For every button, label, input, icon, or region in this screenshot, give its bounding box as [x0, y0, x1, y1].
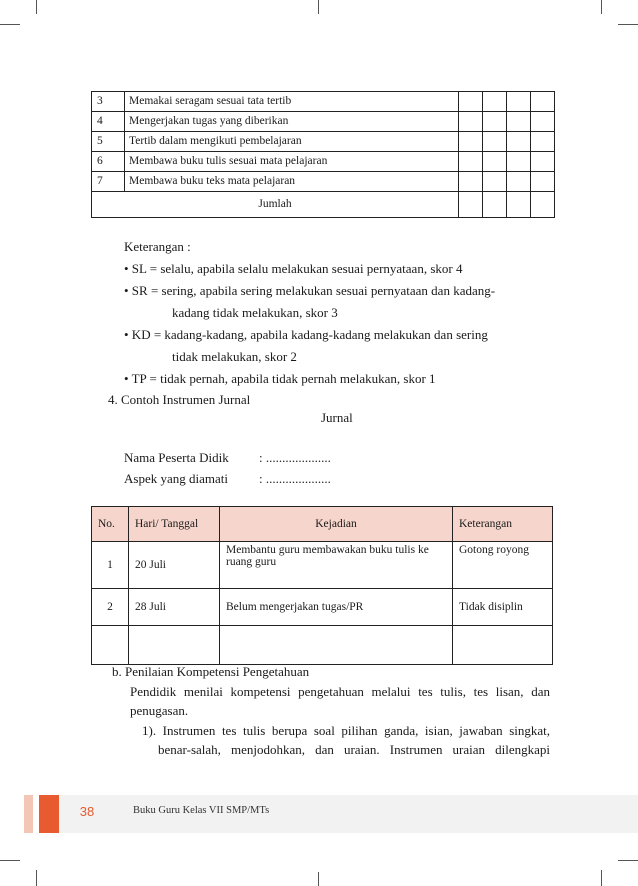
footer-accent-light: [24, 795, 33, 833]
crop-mark: [36, 870, 37, 886]
score-cell: [531, 92, 555, 112]
cell-date: 20 Juli: [129, 542, 220, 589]
score-cell: [483, 92, 507, 112]
item-line: benar-salah, menjodohkan, dan uraian. Instrumen uraian dilengkapi: [158, 742, 550, 757]
row-number: 4: [92, 112, 125, 132]
footer-accent: [39, 795, 59, 833]
score-cell: [459, 192, 483, 218]
score-cell: [507, 92, 531, 112]
name-label: Nama Peserta Didik: [124, 450, 229, 465]
journal-table: [91, 506, 553, 665]
crop-mark: [618, 24, 638, 25]
table-row: [92, 542, 553, 589]
cell-event: Belum mengerjakan tugas/PR: [220, 589, 453, 626]
score-cell: [459, 132, 483, 152]
score-cell: [507, 112, 531, 132]
table-row: [92, 132, 555, 152]
score-cell: [483, 192, 507, 218]
behavior-table-body: [92, 92, 555, 192]
empty-cell: [129, 626, 220, 665]
header-event: Kejadian: [220, 507, 453, 542]
crop-mark: [0, 24, 20, 25]
row-number: 3: [92, 92, 125, 112]
score-cell: [483, 132, 507, 152]
legend-sr-cont: kadang tidak melakukan, skor 3: [172, 305, 338, 320]
score-cell: [507, 192, 531, 218]
header-note: Keterangan: [453, 507, 553, 542]
header-no: No.: [92, 507, 129, 542]
table-row: [92, 92, 555, 112]
footer-book-title: Buku Guru Kelas VII SMP/MTs: [133, 805, 270, 816]
item-line: 1). Instrumen tes tulis berupa soal pilihan ganda, isian, jawaban singkat,: [142, 723, 550, 738]
score-cell: [507, 132, 531, 152]
crop-mark: [601, 870, 602, 886]
cell-date: 28 Juli: [129, 589, 220, 626]
row-statement: Membawa buku teks mata pelajaran: [125, 172, 459, 192]
table-row: [92, 112, 555, 132]
cell-no: 1: [92, 542, 129, 589]
legend-block: [124, 236, 495, 390]
score-cell: [459, 112, 483, 132]
score-cell: [459, 152, 483, 172]
journal-title: Jurnal: [321, 410, 353, 425]
paragraph-line: penugasan.: [130, 703, 189, 718]
score-cell: [531, 132, 555, 152]
legend-sl: • SL = selalu, apabila selalu melakukan sesuai pernyataan, skor 4: [124, 261, 463, 276]
instrument-item: [142, 721, 550, 759]
empty-cell: [220, 626, 453, 665]
section-b-heading: b. Penilaian Kompetensi Pengetahuan: [112, 664, 310, 679]
registration-mark: [318, 0, 319, 14]
row-statement: Memakai seragam sesuai tata tertib: [125, 92, 459, 112]
score-cell: [459, 172, 483, 192]
section-b-paragraph: [130, 682, 550, 720]
crop-mark: [36, 0, 37, 14]
name-value: : ....................: [259, 450, 331, 465]
page-number: 38: [79, 804, 95, 819]
row-number: 6: [92, 152, 125, 172]
row-statement: Mengerjakan tugas yang diberikan: [125, 112, 459, 132]
cell-note: Gotong royong: [453, 542, 553, 589]
legend-sr: • SR = sering, apabila sering melakukan sesuai pernyataan dan kadang-: [124, 283, 496, 298]
legend-kd: • KD = kadang-kadang, apabila kadang-kadang melakukan dan sering: [124, 327, 488, 342]
score-cell: [483, 152, 507, 172]
crop-mark: [618, 860, 638, 861]
total-label: Jumlah: [92, 192, 459, 218]
score-cell: [531, 192, 555, 218]
row-number: 7: [92, 172, 125, 192]
registration-mark: [318, 872, 319, 886]
legend-tp: • TP = tidak pernah, apabila tidak pernah melakukan, skor 1: [124, 371, 436, 386]
behavior-table: [91, 91, 555, 218]
crop-mark: [0, 860, 20, 861]
score-cell: [507, 172, 531, 192]
table-header-row: [92, 507, 553, 542]
row-number: 5: [92, 132, 125, 152]
score-cell: [531, 152, 555, 172]
aspect-value: : ....................: [259, 471, 331, 486]
table-row: [92, 152, 555, 172]
cell-note: Tidak disiplin: [453, 589, 553, 626]
score-cell: [459, 92, 483, 112]
score-cell: [531, 112, 555, 132]
row-statement: Membawa buku tulis sesuai mata pelajaran: [125, 152, 459, 172]
table-row-empty: [92, 626, 553, 665]
empty-cell: [453, 626, 553, 665]
aspect-label: Aspek yang diamati: [124, 471, 228, 486]
score-cell: [483, 112, 507, 132]
table-row: [92, 172, 555, 192]
score-cell: [507, 152, 531, 172]
table-row: [92, 589, 553, 626]
score-cell: [483, 172, 507, 192]
crop-mark: [601, 0, 602, 14]
header-date: Hari/ Tanggal: [129, 507, 220, 542]
paragraph-line: Pendidik menilai kompetensi pengetahuan melalui tes tulis, tes lisan, dan: [130, 684, 550, 699]
score-cell: [531, 172, 555, 192]
total-row: [92, 192, 555, 218]
legend-title: Keterangan :: [124, 239, 191, 254]
legend-kd-cont: tidak melakukan, skor 2: [172, 349, 297, 364]
section-heading: 4. Contoh Instrumen Jurnal: [108, 392, 251, 407]
cell-event: Membantu guru membawakan buku tulis ke ruang guru: [220, 542, 453, 589]
cell-no: 2: [92, 589, 129, 626]
empty-cell: [92, 626, 129, 665]
row-statement: Tertib dalam mengikuti pembelajaran: [125, 132, 459, 152]
